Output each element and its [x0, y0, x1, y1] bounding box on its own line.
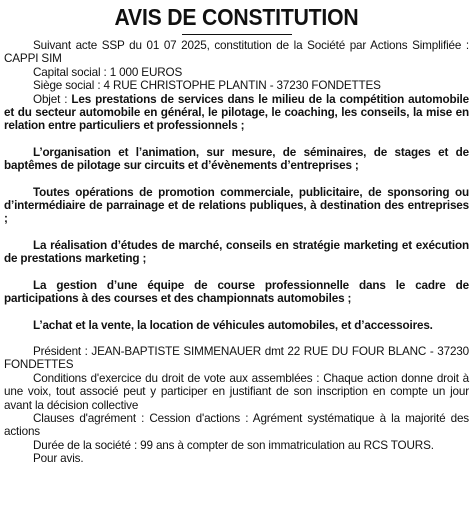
- object-item-organisation: L’organisation et l’animation, sur mesure, de séminaires, de stages et de baptêmes de pilotage sur circuits et d’évènements d’entreprises ;: [4, 145, 469, 173]
- objet-label: Objet :: [33, 92, 72, 106]
- spacer: [4, 173, 469, 186]
- siege-line: Siège social : 4 RUE CHRISTOPHE PLANTIN - 37230 FONDETTES: [33, 79, 381, 93]
- notice-title: AVIS DE CONSTITUTION: [114, 4, 359, 30]
- acte-line: Suivant acte SSP du 01 07 2025, constitution de la Société par Actions Simplifiée : CAPPI SIM: [4, 39, 469, 66]
- vote-line: Conditions d'exercice du droit de vote aux assemblées : Chaque action donne droit à une voix, tout associé peut y participer en justifiant de son inscription en compte un jour avant la décision collective: [4, 371, 469, 412]
- spacer: [4, 226, 469, 239]
- object-item-promotion: Toutes opérations de promotion commerciale, publicitaire, de sponsoring ou d’intermédiaire de parrainage et de relations publiques, à destination des entreprises ;: [4, 185, 469, 226]
- notice-body: [4, 39, 469, 466]
- spacer: [4, 306, 469, 319]
- objet-text: Les prestations de services dans le milieu de la compétition automobile et du secteur automobile en général, le pilotage, le coaching, les conseils, la mise en relation entre particuliers et professionnels ;: [4, 92, 469, 133]
- object-item-achat: L’achat et la vente, la location de véhicules automobiles, et d’accessoires.: [33, 318, 433, 332]
- spacer: [4, 133, 469, 146]
- agrement-line: Clauses d'agrément : Cession d'actions : Agrément systématique à la majorité des actions: [4, 411, 469, 439]
- object-item-gestion: La gestion d’une équipe de course professionnelle dans le cadre de participations à des courses et des championnats automobiles ;: [4, 278, 469, 306]
- object-item-etudes: La réalisation d’études de marché, conseils en stratégie marketing et exécution de prestations marketing ;: [4, 238, 469, 266]
- president-line: Président : JEAN-BAPTISTE SIMMENAUER dmt 22 RUE DU FOUR BLANC - 37230 FONDETTES: [4, 344, 469, 372]
- capital-line: Capital social : 1 000 EUROS: [33, 65, 183, 79]
- objet-paragraph: [4, 93, 469, 133]
- title-underline: [182, 34, 292, 35]
- duree-line: Durée de la société : 99 ans à compter de son immatriculation au RCS TOURS.: [33, 438, 434, 452]
- spacer: [4, 266, 469, 279]
- spacer: [4, 332, 469, 345]
- pour-avis-line: Pour avis.: [33, 452, 84, 466]
